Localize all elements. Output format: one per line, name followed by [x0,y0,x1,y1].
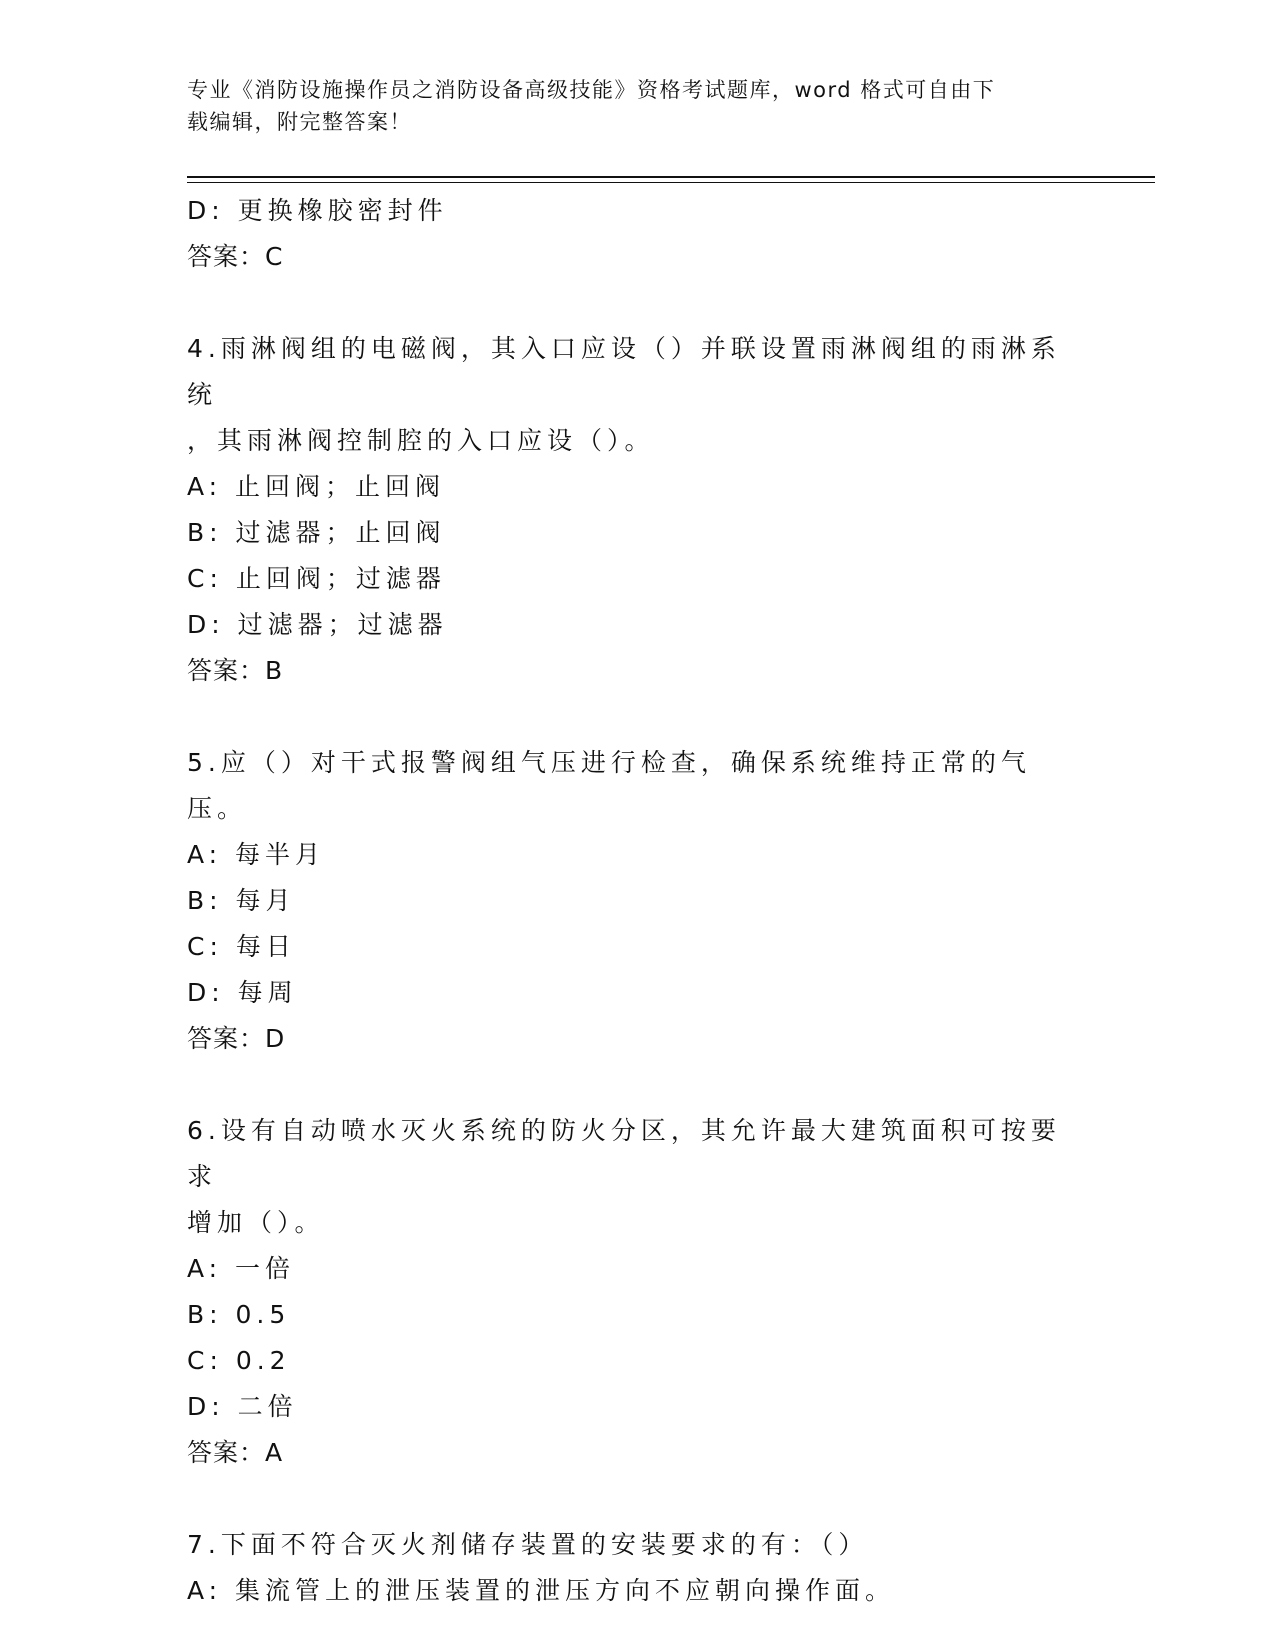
header-title-line-2: 载编辑，附完整答案！ [187,110,412,134]
question-6-answer: 答案：A [187,1438,284,1467]
question-6-option-a: A: 一倍 [187,1254,296,1283]
question-6 [187,1108,1087,1476]
question-5-option-d: D: 每周 [187,978,298,1007]
question-4 [187,326,1087,694]
spacer [187,1062,1087,1108]
question-7-option-a: A: 集流管上的泄压装置的泄压方向不应朝向操作面。 [187,1576,896,1605]
question-4-option-d: D: 过滤器；过滤器 [187,610,448,639]
spacer [187,694,1087,740]
spacer [187,1476,1087,1522]
question-4-stem-line-1: 4.雨淋阀组的电磁阀，其入口应设（）并联设置雨淋阀组的雨淋系统 [187,334,1061,409]
question-4-option-a: A: 止回阀；止回阀 [187,472,446,501]
question-6-option-b: B: 0.5 [187,1300,291,1329]
document-header [187,74,1087,138]
question-5-stem-line-1: 5.应（）对干式报警阀组气压进行检查，确保系统维持正常的气压。 [187,748,1031,823]
question-5-option-a: A: 每半月 [187,840,326,869]
question-content [187,188,1087,1614]
question-6-stem-line-2: 增加（）。 [187,1208,325,1237]
header-title-line-1: 专业《消防设施操作员之消防设备高级技能》资格考试题库，word 格式可自由下 [187,78,996,102]
question-4-option-b: B: 过滤器；止回阀 [187,518,446,547]
question-5-option-b: B: 每月 [187,886,296,915]
question-4-option-c: C: 止回阀；过滤器 [187,564,446,593]
question-5 [187,740,1087,1062]
question-7-stem-line-1: 7.下面不符合灭火剂储存装置的安装要求的有：（） [187,1530,869,1559]
question-5-answer: 答案：D [187,1024,286,1053]
question-6-option-d: D: 二倍 [187,1392,298,1421]
header-rule-thick [187,176,1155,178]
question-4-stem-line-2: ，其雨淋阀控制腔的入口应设（）。 [187,426,655,455]
header-rule-thin [187,182,1155,183]
spacer [187,280,1087,326]
question-5-option-c: C: 每日 [187,932,296,961]
question-6-stem-line-1: 6.设有自动喷水灭火系统的防火分区，其允许最大建筑面积可按要求 [187,1116,1061,1191]
question-4-answer: 答案：B [187,656,284,685]
question-3-option-d: D: 更换橡胶密封件 [187,196,448,225]
question-7 [187,1522,1087,1614]
question-3-answer: 答案：C [187,242,284,271]
question-6-option-c: C: 0.2 [187,1346,291,1375]
